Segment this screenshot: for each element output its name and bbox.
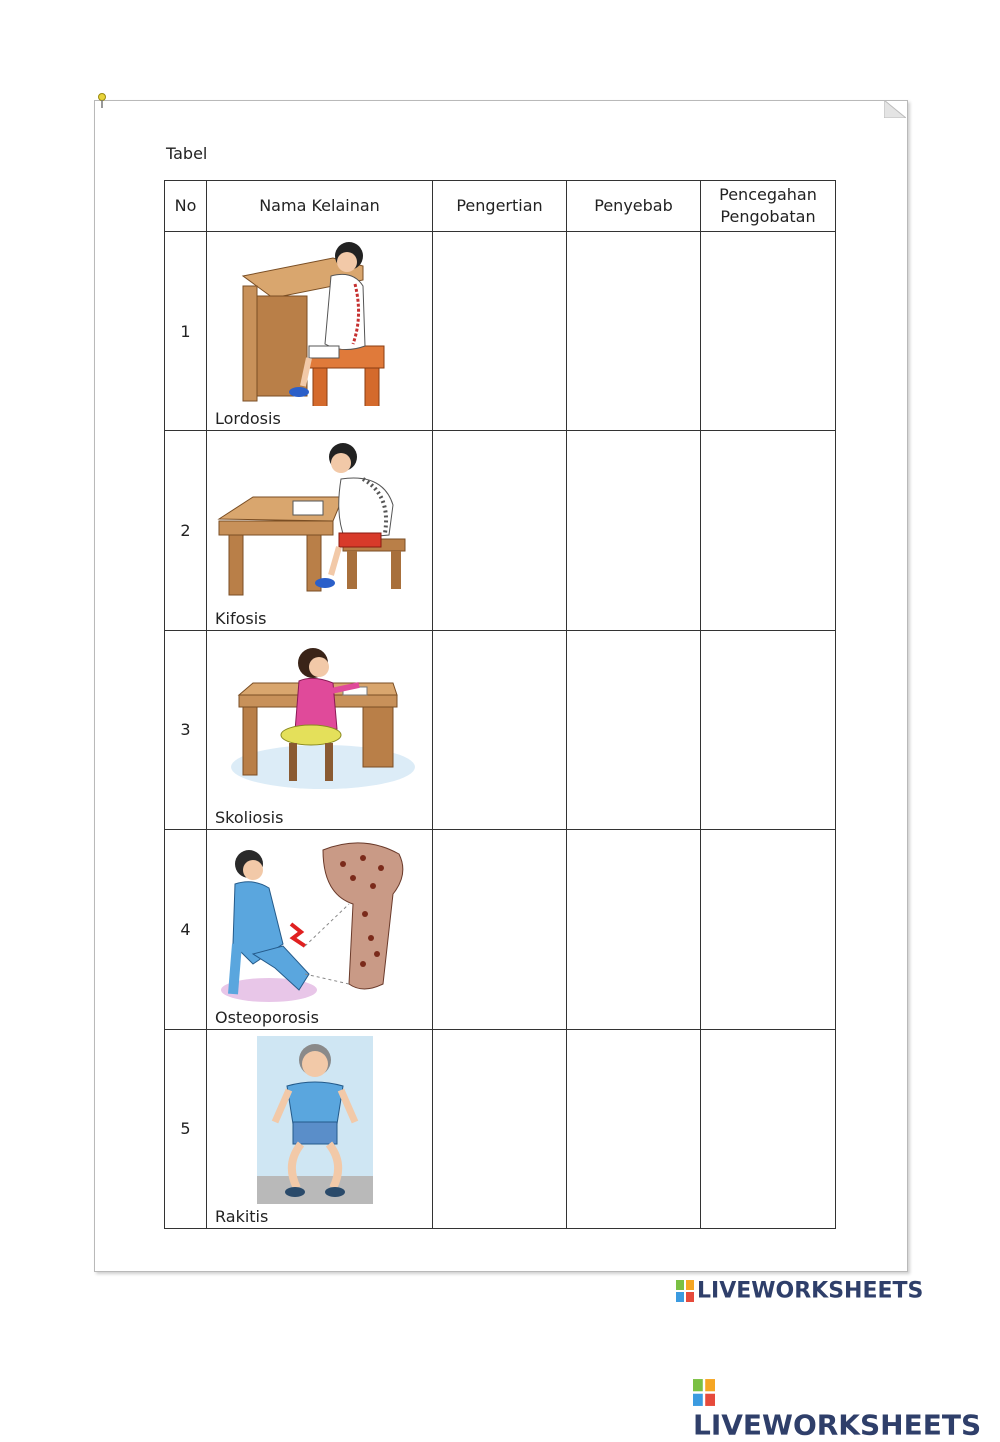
prevention-cell[interactable] [701,232,836,431]
table-row [165,830,836,1029]
prevention-cell[interactable] [701,630,836,829]
row-number: 1 [165,232,207,431]
table-header-row [165,181,836,232]
cause-cell[interactable] [567,630,701,829]
disorder-name: Rakitis [215,1207,269,1226]
lordosis-illustration [213,236,427,406]
row-number: 5 [165,1029,207,1228]
disorder-name: Lordosis [215,409,281,429]
row-number: 2 [165,431,207,630]
cause-cell[interactable] [567,431,701,630]
header-definition: Pengertian [433,181,567,232]
disorder-cell [207,431,433,630]
disorder-cell [207,830,433,1029]
disorder-cell [207,630,433,829]
header-no: No [165,181,207,232]
brand-name: LIVEWORKSHEETS [693,1408,982,1442]
header-prevention [701,181,836,232]
table-row [165,630,836,829]
header-cause: Penyebab [567,181,701,232]
table-row [165,1029,836,1228]
disorder-cell [207,232,433,431]
disorder-name: Kifosis [215,608,267,628]
prevention-cell[interactable] [701,1029,836,1228]
row-number: 4 [165,830,207,1029]
prevention-cell[interactable] [701,830,836,1029]
table-row [165,431,836,630]
disorder-name: Skoliosis [215,808,284,828]
rickets-illustration [213,1034,427,1204]
brand-name: LIVEWORKSHEETS [697,1278,924,1304]
brand-watermark-inner [676,1278,923,1304]
row-number: 3 [165,630,207,829]
definition-cell[interactable] [433,1029,567,1228]
cause-cell[interactable] [567,1029,701,1228]
brand-logo-icon [676,1280,694,1302]
definition-cell[interactable] [433,232,567,431]
disorders-table [164,180,836,1229]
disorder-name: Osteoporosis [215,1007,319,1027]
definition-cell[interactable] [433,830,567,1029]
cause-cell[interactable] [567,830,701,1029]
table-caption: Tabel [166,144,208,163]
scoliosis-illustration [213,635,427,805]
table-row [165,232,836,431]
header-prevention-line1: Pencegahan [719,184,817,204]
definition-cell[interactable] [433,630,567,829]
page-fold-corner [884,100,906,118]
osteoporosis-illustration [213,834,427,1004]
header-prevention-line2: Pengobatan [720,207,816,226]
header-name: Nama Kelainan [207,181,433,232]
brand-logo-icon [693,1379,715,1406]
cause-cell[interactable] [567,232,701,431]
prevention-cell[interactable] [701,431,836,630]
definition-cell[interactable] [433,431,567,630]
pushpin-icon [97,93,107,109]
brand-watermark-footer [693,1374,1000,1442]
disorder-cell [207,1029,433,1228]
kyphosis-illustration [213,435,427,605]
